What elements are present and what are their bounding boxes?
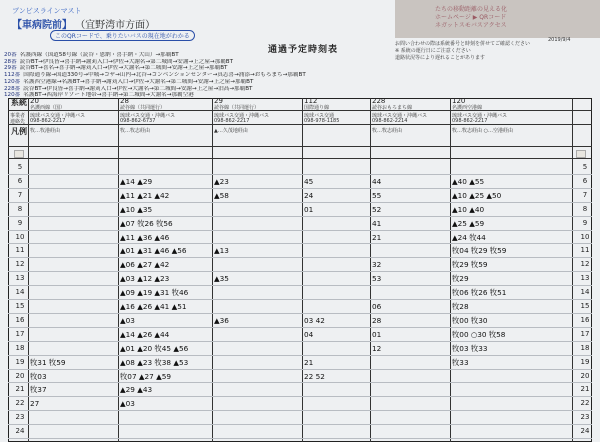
route-number: 120番 [4,78,21,85]
departure-cell: ▲01 ▲31 ▲46 ▲56 [120,246,187,256]
label-contact: 連絡先 [10,119,26,125]
hour-label-left: 15 [15,302,25,310]
hour-label-left: 7 [17,190,23,199]
hour-label-left: 19 [15,357,25,366]
hour-row-divider [8,174,592,175]
departure-cell: ▲14 ▲26 ▲44 [120,329,170,339]
route-destination: 名護西線（国） [30,105,66,111]
hour-label-left: 5 [17,163,23,171]
departure-cell: 01 [304,204,314,214]
brand-label: ブンビスラインマスト [12,7,82,15]
hour-label-left: 14 [15,288,25,297]
operator-phone: 098-862-2214 [372,118,408,124]
route-destination: 名護西空港線 [452,105,483,111]
hour-row-divider [8,355,592,356]
hour-label-right: 9 [582,218,588,227]
hour-label-right: 11 [580,246,590,255]
legend-note: 牧…牧港経由 [30,128,61,134]
route-entry [4,65,396,72]
departure-cell: 53 [372,274,382,284]
departure-cell: ▲09 ▲19 ▲31 牧46 [120,288,189,298]
departure-cell: ▲10 ▲35 [120,204,153,214]
page-title: 通過予定時刻表 [268,45,339,55]
hour-label-left: 8 [17,204,23,213]
departure-cell: ▲01 ▲20 牧45 ▲56 [120,343,189,353]
departure-cell: ▲07 牧26 牧56 [120,218,173,228]
stop-name: 【車病院前】 [12,20,72,31]
route-entry [4,72,396,79]
operator-name: 琉球バス交通・沖縄バス [372,113,428,119]
operator-phone: 098-978-1185 [304,118,340,124]
departure-cell: 牧31 牧59 [30,357,66,367]
hour-row-divider [8,299,592,300]
column-divider [370,98,371,442]
route-number-header: 228 [372,97,386,105]
departure-cell: ▲08 ▲23 牧38 ▲53 [120,357,189,367]
column-divider [302,98,303,442]
departure-cell: ▲35 [214,274,229,284]
publish-date: 2019/9/4 [548,37,571,43]
departure-cell: ▲11 ▲21 ▲42 [120,190,170,200]
route-number: 228番 [4,85,21,92]
operator-name: 琉球バス交通 [304,113,335,119]
column-divider [572,98,573,442]
hour-row-divider [8,216,592,217]
hour-label-right: 24 [580,427,590,436]
hour-label-left: 12 [15,260,25,269]
operator-name: 琉球バス交通・沖縄バス [120,113,176,119]
hour-label-left: 13 [15,274,25,283]
departure-cell: ▲25 ▲59 [452,218,485,228]
hour-row-divider [8,369,592,370]
departure-cell: ▲03 [120,399,135,409]
route-description: 名護BT→西海岸リゾート地帯→喜手納→第二城間→大謝名→那覇空港 [23,92,194,99]
departure-cell: ▲03 ▲12 ▲23 [120,274,170,284]
hour-row-divider [8,243,592,244]
column-divider [212,98,213,442]
route-number-header: 29 [214,97,223,105]
route-number-header: 112 [304,97,318,105]
background-poster-text: ホームページ ▶ QRコード [435,14,507,21]
departure-cell: ▲36 [214,315,229,325]
route-description: 名護西空港線→名護BT→喜手納→謝苅入口→伊佐→大謝名→第二城間→安謝→上之屋→那覇BT [23,78,254,85]
background-poster-text: ネガットスモバスアクセス [435,22,507,29]
hour-label-right: 22 [580,399,590,408]
legend-note: ▲…久茂地経由 [214,128,248,134]
hour-label-right: 19 [580,357,590,366]
departure-cell: ▲03 [120,315,135,325]
hour-label-left: 18 [15,343,25,352]
stamp-mark [576,150,586,158]
departure-cell: 牧07 ▲27 ▲59 [120,371,172,381]
departure-cell: 44 [372,176,382,186]
route-destination: 読谷おもろまち線 [372,105,413,111]
departure-cell: 牧29 [452,274,469,284]
route-number-header: 20 [30,97,39,105]
legend-note: 牧…牧志経由 [372,128,403,134]
operator-phone: 098-862-2217 [452,118,488,124]
hour-row-divider [8,257,592,258]
departure-cell: 21 [304,357,314,367]
hour-row-divider [8,285,592,286]
hour-label-right: 13 [580,274,590,283]
departure-cell: ▲23 [214,176,229,186]
hour-label-right: 7 [582,190,588,199]
departure-cell: ▲10 ▲40 [452,204,485,214]
hour-label-right: 5 [582,163,588,171]
departure-cell: ▲16 ▲26 ▲41 ▲51 [120,302,187,311]
route-destination: 国際通り線 [304,105,330,111]
departure-cell: 06 [372,302,382,311]
operator-name: 琉球バス交通・沖縄バス [452,113,508,119]
departure-cell: 52 [372,204,382,214]
route-description: 国際通り線→国道330号→中城→コザ→山内→北谷→コンベンションセンター→真志喜→浦添→おもろまち→那覇BT [23,72,306,79]
hour-label-right: 23 [580,413,590,422]
route-number: 29番 [4,65,17,72]
route-number-header: 28 [120,97,129,105]
departure-cell: 01 [372,329,382,339]
hour-label-left: 16 [15,315,25,324]
hour-label-left: 9 [17,218,23,227]
label-legend: 凡例 [11,127,27,136]
column-divider [118,98,119,442]
column-divider [28,98,29,442]
operator-phone: 098-862-2217 [214,118,250,124]
hour-row-divider [8,410,592,411]
route-number: 28番 [4,58,17,65]
hour-label-left: 23 [15,413,25,422]
hour-label-left: 22 [15,399,25,408]
hour-row-divider [8,230,592,231]
hour-row-divider [8,327,592,328]
route-number-header: 120 [452,97,466,105]
departure-cell: 牧00 牧30 [452,315,488,325]
departure-cell: ▲10 ▲25 ▲50 [452,190,502,200]
hour-label-right: 20 [580,371,590,380]
departure-cell: ▲06 ▲27 ▲42 [120,260,170,270]
departure-cell: ▲14 ▲29 [120,176,153,186]
stamp-mark [14,150,24,158]
hour-label-right: 14 [580,288,590,297]
background-poster [395,0,600,38]
row-divider [8,146,592,147]
departure-cell: 牧00 ○30 牧58 [452,329,506,339]
departure-cell: ▲58 [214,190,229,200]
departure-cell: ▲40 ▲55 [452,176,485,186]
departure-cell: 22 52 [304,371,325,381]
departure-cell: 牧28 [452,302,469,311]
route-description: 読谷BT→伊良皆→喜手納→謝苅入口→伊佐→大謝名→第二城間→安謝→上之屋→那覇BT [19,58,234,65]
departure-cell: 牧03 [30,371,47,381]
legend-note: 牧…牧志経由 ○…空港経由 [452,128,513,134]
operator-phone: 098-862-6737 [120,118,156,124]
route-description: 読谷BT→伊良皆→喜手納→謝苅入口→伊佐→大謝名→第二城間→安謝→上之屋→泊高→那覇BT [23,85,253,92]
hour-label-left: 10 [15,232,25,241]
departure-cell: 牧33 [452,357,469,367]
departure-cell: 牧06 牧26 牧51 [452,288,507,298]
departure-cell: 03 42 [304,315,325,325]
departure-cell: 32 [372,260,382,270]
route-entry [4,52,396,59]
departure-cell: 41 [372,218,382,228]
qr-code-note: このQRコードで、乗りたいバスの現在地がわかる [50,30,195,41]
hour-row-divider [8,271,592,272]
departure-cell: 牧03 牧33 [452,343,488,353]
departure-cell: ▲24 牧44 [452,232,486,242]
column-divider [450,98,451,442]
route-destination: 読谷線（共同運行） [214,105,260,111]
departure-cell: 牧04 牧29 牧59 [452,246,507,256]
departure-cell: 55 [372,190,382,200]
row-divider [8,124,592,125]
hour-row-divider [8,424,592,425]
operator-name: 琉球バス交通・沖縄バス [214,113,270,119]
route-number: 20番 [4,52,17,58]
route-entry [4,86,396,93]
hour-row-divider [8,438,592,439]
departure-cell: 45 [304,176,314,186]
legend-note: 牧…牧志経由 [120,128,151,134]
hour-row-divider [8,202,592,203]
hour-label-right: 18 [580,343,590,352]
departure-cell: ▲13 [214,246,229,256]
hour-label-right: 15 [580,302,590,310]
hour-label-right: 10 [580,232,590,241]
hour-label-left: 20 [15,371,25,380]
label-keito: 系統 [11,98,27,107]
hour-label-left: 11 [15,246,25,255]
departure-cell: ▲11 ▲36 ▲46 [120,232,170,242]
hour-row-divider [8,341,592,342]
departure-cell: 04 [304,329,314,339]
departure-cell: 21 [372,232,382,242]
hour-label-left: 6 [17,176,23,185]
route-entry [4,79,396,86]
route-description: 名護西線（国道58号線（読谷・恩納・喜手納・大山）→那覇BT [19,52,179,58]
hour-row-divider [8,382,592,383]
hour-label-right: 6 [582,176,588,185]
timetable-frame [8,98,592,442]
operator-phone: 098-862-2217 [30,118,66,124]
departure-cell: 27 [30,399,40,409]
hour-row-divider [8,396,592,397]
hour-label-right: 8 [582,204,588,213]
stop-header [12,6,155,31]
departure-cell: ▲29 ▲43 [120,385,153,395]
hour-label-left: 24 [15,427,25,436]
route-list [4,52,396,99]
hour-label-right: 16 [580,315,590,324]
departure-cell: 12 [372,343,382,353]
departure-cell: 牧29 牧59 [452,260,488,270]
operator-name: 琉球バス交通・沖縄バス [30,113,86,119]
background-poster-text: たちの移動距離の見える化 [435,6,508,13]
route-number: 120番 [4,92,21,99]
hour-label-left: 17 [15,329,25,338]
notice-text: お問い合わせの際は系統番号と時刻を併せてご確認ください ※ 系統の運行日にご注意ください 道路状況等により遅れることがあります [395,41,531,61]
hour-row-divider [8,313,592,314]
hour-row-divider [8,188,592,189]
label-operator: 事業者 [10,113,26,119]
hour-label-left: 21 [15,385,25,394]
hour-label-right: 17 [580,329,590,338]
route-destination: 読谷線（共同運行） [120,105,166,111]
route-entry [4,59,396,66]
direction-label: （宜野湾市方面） [75,20,156,31]
route-description: 読谷BT→喜名→喜手納→謝苅入口→伊佐→大謝名→第二城間→安謝→上之屋→那覇BT [19,65,228,72]
row-divider [8,158,592,159]
hour-label-right: 21 [580,385,590,394]
departure-cell: 牧37 [30,385,47,395]
route-number: 112番 [4,72,21,79]
hour-label-right: 12 [580,260,590,269]
departure-cell: 28 [372,315,382,325]
departure-cell: 24 [304,190,314,200]
